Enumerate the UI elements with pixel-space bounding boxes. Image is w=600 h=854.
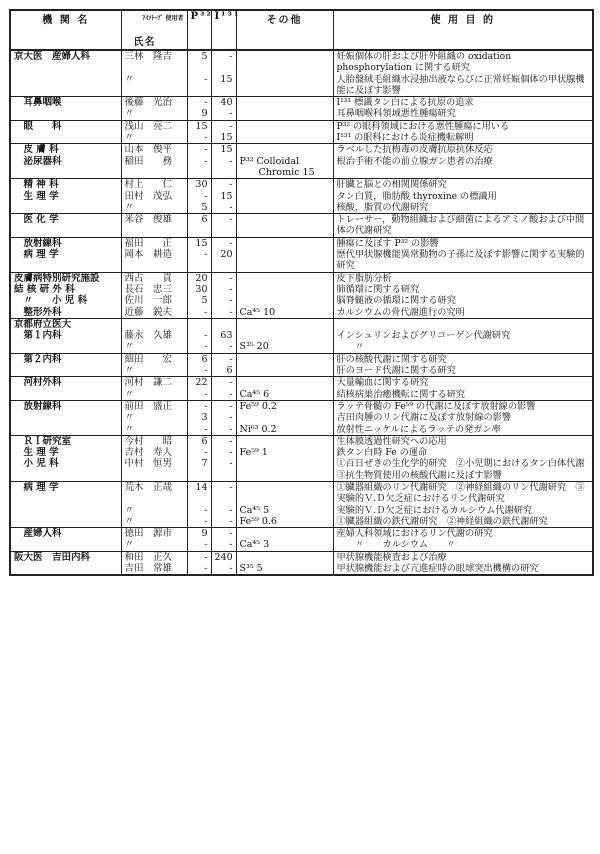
institution-cell: 精 神 科	[10, 179, 121, 191]
i131-cell: -	[211, 237, 236, 249]
person-cell: 吉田 常雄	[121, 563, 187, 575]
table-row	[10, 191, 593, 202]
purpose-cell: トレーサー，動物組織および細菌によるアミノ酸および中間体の代謝研究	[333, 214, 593, 238]
purpose-cell: 皮下脂肪分析	[333, 272, 593, 284]
person-cell: 西占 貢	[121, 272, 187, 284]
table-header	[10, 10, 593, 50]
p32-cell: -	[187, 400, 211, 412]
purpose-cell: P³² の眼科領域における悪性腫瘍に用いる	[333, 120, 593, 132]
institution-cell: 京都府立医大	[10, 318, 121, 330]
table-row	[10, 551, 593, 563]
table-row	[10, 97, 593, 109]
table-row	[10, 284, 593, 295]
i131-cell: -	[211, 156, 236, 179]
i131-cell	[211, 318, 236, 330]
i131-cell: 15	[211, 74, 236, 97]
other-isotope-cell: Fe⁵⁹ 0.2	[236, 400, 333, 412]
person-cell: 山本 俊平	[121, 144, 187, 156]
purpose-cell: カルシウムの骨代謝進行の究明	[333, 307, 593, 319]
person-cell: 長石 忠三	[121, 284, 187, 295]
header-person	[121, 10, 187, 50]
i131-cell: 6	[211, 365, 236, 377]
i131-cell: -	[211, 435, 236, 447]
institution-cell	[10, 412, 121, 423]
purpose-cell: 吉田肉腫のリン代謝に及ぼす放射線の影響	[333, 412, 593, 423]
person-cell: 後藤 光治	[121, 97, 187, 109]
institution-cell: 結 核 研 外 科	[10, 284, 121, 295]
purpose-cell: 妊娠個体の肝および肝外組織の oxidation phosphorylation に関する研究	[333, 50, 593, 74]
header-person-sup: ｱｲｿﾄｰﾌﾟ 使用者	[142, 15, 184, 22]
i131-cell: 40	[211, 97, 236, 109]
other-isotope-cell: Ca⁴⁵ 5	[236, 505, 333, 516]
purpose-cell: 甲状腺機能検査および治療	[333, 551, 593, 563]
person-cell: 和田 正久	[121, 551, 187, 563]
institution-cell	[10, 389, 121, 401]
purpose-cell: 肝臓と脳との相関関係研究	[333, 179, 593, 191]
purpose-cell: 脳脊髄液の循環に関する研究	[333, 295, 593, 306]
i131-cell: 20	[211, 249, 236, 272]
institution-cell	[10, 341, 121, 353]
institution-cell	[10, 505, 121, 516]
institution-cell: 耳鼻咽喉	[10, 97, 121, 109]
i131-cell: -	[211, 202, 236, 214]
table-row	[10, 318, 593, 330]
i131-cell: 15	[211, 132, 236, 144]
institution-cell: 第２内科	[10, 353, 121, 365]
i131-cell: -	[211, 120, 236, 132]
person-cell: 〃	[121, 539, 187, 551]
p32-cell: -	[187, 389, 211, 401]
purpose-cell: 鉄タン白時 Fe の運命	[333, 447, 593, 458]
purpose-cell: ①百日ぜきの生化学的研究 ②小児期におけるタン白体代謝 ③抗生物質使用の核酸代謝に及ぼす影響	[333, 458, 593, 481]
table-row	[10, 389, 593, 401]
institution-cell	[10, 539, 121, 551]
other-isotope-cell	[236, 179, 333, 191]
other-isotope-cell	[236, 120, 333, 132]
i131-cell: -	[211, 458, 236, 481]
p32-cell: 15	[187, 120, 211, 132]
i131-cell: -	[211, 272, 236, 284]
i131-cell: -	[211, 505, 236, 516]
other-isotope-cell	[236, 551, 333, 563]
i131-cell: -	[211, 389, 236, 401]
person-cell: 三林 隆吉	[121, 50, 187, 74]
institution-cell: 第１内科	[10, 330, 121, 341]
person-cell: 米谷 俊雄	[121, 214, 187, 238]
p32-cell: -	[187, 330, 211, 341]
i131-cell: -	[211, 377, 236, 389]
table-row	[10, 435, 593, 447]
purpose-cell: 結核病巣治癒機転に関する研究	[333, 389, 593, 401]
institution-cell	[10, 365, 121, 377]
institution-cell: 泌尿器科	[10, 156, 121, 179]
other-isotope-cell	[236, 330, 333, 341]
purpose-cell: タン白質，脂肪酸 thyroxine の標識用	[333, 191, 593, 202]
purpose-cell: 甲状腺機能および亢進症時の眼球突出機構の研究	[333, 563, 593, 575]
table-row	[10, 400, 593, 412]
p32-cell: 9	[187, 528, 211, 540]
table-row	[10, 120, 593, 132]
purpose-cell: ラベルした抗梅毒の皮膚抗原抗体反応	[333, 144, 593, 156]
person-cell: 〃	[121, 132, 187, 144]
other-isotope-cell	[236, 435, 333, 447]
other-isotope-cell	[236, 97, 333, 109]
header-purpose: 使 用 目 的	[333, 10, 593, 50]
institution-cell: 眼 科	[10, 120, 121, 132]
other-isotope-cell	[236, 191, 333, 202]
other-isotope-cell	[236, 249, 333, 272]
other-isotope-cell	[236, 108, 333, 120]
other-isotope-cell: S³⁵ 20	[236, 341, 333, 353]
i131-cell: -	[211, 539, 236, 551]
other-isotope-cell	[236, 132, 333, 144]
p32-cell: 6	[187, 214, 211, 238]
institution-cell: 〃 小 児 科	[10, 295, 121, 306]
person-cell: 村上 仁	[121, 179, 187, 191]
table-row	[10, 272, 593, 284]
i131-cell: -	[211, 563, 236, 575]
i131-cell: -	[211, 424, 236, 436]
table-row	[10, 365, 593, 377]
i131-cell: -	[211, 179, 236, 191]
purpose-cell: 歴代甲状腺機能異常動物の子孫に及ぼす影響に関する実験的研究	[333, 249, 593, 272]
institution-cell: 医 化 学	[10, 214, 121, 238]
i131-cell: -	[211, 295, 236, 306]
p32-cell: -	[187, 191, 211, 202]
i131-cell: 15	[211, 144, 236, 156]
purpose-cell: I¹³¹ 標識タン白による抗原の追求	[333, 97, 593, 109]
other-isotope-cell: Fe⁵⁹ 1	[236, 447, 333, 458]
table-row	[10, 237, 593, 249]
p32-cell: 9	[187, 108, 211, 120]
person-cell: 荒木 正哉	[121, 481, 187, 504]
person-cell: 〃	[121, 202, 187, 214]
other-isotope-cell	[236, 50, 333, 74]
p32-cell: 6	[187, 353, 211, 365]
table-row	[10, 144, 593, 156]
person-cell: 福田 正	[121, 237, 187, 249]
purpose-cell: 実験的Ｖ.Ｄ欠乏症におけるカルシウム代謝研究	[333, 505, 593, 516]
i131-cell: -	[211, 353, 236, 365]
purpose-cell: ①臓器組織のリン代謝研究 ②神経組織のリン代謝研究 ③実験的Ｖ.Ｄ欠乏症におけるリン代謝研究	[333, 481, 593, 504]
other-isotope-cell	[236, 377, 333, 389]
purpose-cell: 〃	[333, 341, 593, 353]
header-p32: P³²	[187, 10, 211, 50]
p32-cell: -	[187, 539, 211, 551]
table-row	[10, 481, 593, 504]
p32-cell: -	[187, 551, 211, 563]
institution-cell: 小 児 科	[10, 458, 121, 481]
institution-cell	[10, 563, 121, 575]
p32-cell: -	[187, 341, 211, 353]
other-isotope-cell: S³⁵ 5	[236, 563, 333, 575]
table-row	[10, 202, 593, 214]
purpose-cell: 放射性ニッケルによるラッテの発ガン率	[333, 424, 593, 436]
person-cell: 稲田 務	[121, 156, 187, 179]
table-row	[10, 214, 593, 238]
p32-cell: -	[187, 156, 211, 179]
other-isotope-cell: Ca⁴⁵ 6	[236, 389, 333, 401]
p32-cell: 3	[187, 412, 211, 423]
p32-cell: 30	[187, 179, 211, 191]
other-isotope-cell	[236, 528, 333, 540]
purpose-cell: 産婦人科領域におけるリン代謝の研究	[333, 528, 593, 540]
purpose-cell: 大量輸血に関する研究	[333, 377, 593, 389]
purpose-cell: 腫瘍に及ぼす P³² の影響	[333, 237, 593, 249]
purpose-cell: ①臓器組織の鉄代謝研究 ②神経組織の鉄代謝研究	[333, 516, 593, 528]
p32-cell: 5	[187, 295, 211, 306]
p32-cell: -	[187, 144, 211, 156]
person-cell: 中村 恒男	[121, 458, 187, 481]
p32-cell: 15	[187, 237, 211, 249]
institution-cell: 阪大医 吉田内科	[10, 551, 121, 563]
person-cell: 〃	[121, 74, 187, 97]
other-isotope-cell	[236, 214, 333, 238]
p32-cell: 5	[187, 50, 211, 74]
other-isotope-cell	[236, 202, 333, 214]
i131-cell: -	[211, 481, 236, 504]
table-row	[10, 412, 593, 423]
institution-cell: 生 理 学	[10, 191, 121, 202]
p32-cell: -	[187, 424, 211, 436]
header-institution: 機 関 名	[10, 10, 121, 50]
institution-cell: 整形外科	[10, 307, 121, 319]
p32-cell: -	[187, 249, 211, 272]
person-cell: 〃	[121, 365, 187, 377]
table-row	[10, 424, 593, 436]
p32-cell: -	[187, 74, 211, 97]
i131-cell: 240	[211, 551, 236, 563]
i131-cell: 15	[211, 191, 236, 202]
purpose-cell: 根治手術不能の前立腺ガン患者の治療	[333, 156, 593, 179]
i131-cell: -	[211, 307, 236, 319]
i131-cell: -	[211, 214, 236, 238]
person-cell: 佐川 一郎	[121, 295, 187, 306]
institution-cell: 皮 膚 科	[10, 144, 121, 156]
person-cell: 吉村 寿人	[121, 447, 187, 458]
person-cell: 〃	[121, 412, 187, 423]
person-cell: 河村 謙二	[121, 377, 187, 389]
i131-cell: -	[211, 400, 236, 412]
header-other: その他	[236, 10, 333, 50]
table-row	[10, 295, 593, 306]
other-isotope-cell	[236, 74, 333, 97]
institution-cell	[10, 132, 121, 144]
p32-cell: 5	[187, 202, 211, 214]
person-cell: 今村 昭	[121, 435, 187, 447]
table-row	[10, 341, 593, 353]
other-isotope-cell: Fe⁵⁹ 0.6	[236, 516, 333, 528]
institution-cell: 生 理 学	[10, 447, 121, 458]
other-isotope-cell	[236, 237, 333, 249]
other-isotope-cell: P³² Colloidal Chromic 15	[236, 156, 333, 179]
table-row	[10, 249, 593, 272]
header-i131: I¹³¹	[211, 10, 236, 50]
institution-cell	[10, 516, 121, 528]
person-cell: 田村 茂弘	[121, 191, 187, 202]
person-cell: 岡本 耕造	[121, 249, 187, 272]
purpose-cell: 人胎盤絨毛組織水浸抽出液ならびに正常妊娠個体の甲状腺機能に及ぼす影響	[333, 74, 593, 97]
person-cell: 徳田 源市	[121, 528, 187, 540]
p32-cell: 7	[187, 458, 211, 481]
person-cell: 浅山 亮二	[121, 120, 187, 132]
i131-cell: -	[211, 50, 236, 74]
institution-cell: 病 理 学	[10, 249, 121, 272]
other-isotope-cell: Ca⁴⁵ 10	[236, 307, 333, 319]
i131-cell: -	[211, 284, 236, 295]
table-row	[10, 539, 593, 551]
institution-cell: 河村外科	[10, 377, 121, 389]
p32-cell: 22	[187, 377, 211, 389]
person-cell: 細田 宏	[121, 353, 187, 365]
table-row	[10, 50, 593, 74]
purpose-cell: インシュリンおよびグリコーゲン代謝研究	[333, 330, 593, 341]
institution-cell	[10, 74, 121, 97]
p32-cell: -	[187, 516, 211, 528]
i131-cell: -	[211, 341, 236, 353]
i131-cell: -	[211, 516, 236, 528]
other-isotope-cell	[236, 318, 333, 330]
institution-cell: 産婦人科	[10, 528, 121, 540]
p32-cell: -	[187, 97, 211, 109]
p32-cell: 20	[187, 272, 211, 284]
other-isotope-cell	[236, 412, 333, 423]
other-isotope-cell	[236, 353, 333, 365]
table-row	[10, 74, 593, 97]
table-row	[10, 353, 593, 365]
purpose-cell: 肺循環に関する研究	[333, 284, 593, 295]
purpose-cell: 耳鼻咽喉科領域悪性腫瘍研究	[333, 108, 593, 120]
person-cell: 近藤 鋭夫	[121, 307, 187, 319]
p32-cell: -	[187, 563, 211, 575]
table-row	[10, 447, 593, 458]
institution-cell: 病 理 学	[10, 481, 121, 504]
i131-cell: 63	[211, 330, 236, 341]
p32-cell: -	[187, 447, 211, 458]
p32-cell: -	[187, 505, 211, 516]
person-cell: 〃	[121, 389, 187, 401]
other-isotope-cell	[236, 365, 333, 377]
i131-cell: -	[211, 447, 236, 458]
other-isotope-cell	[236, 458, 333, 481]
person-cell: 〃	[121, 108, 187, 120]
p32-cell: 6	[187, 435, 211, 447]
institution-cell: 京大医 産婦人科	[10, 50, 121, 74]
table-row	[10, 458, 593, 481]
i131-cell: -	[211, 108, 236, 120]
person-cell	[121, 318, 187, 330]
table-row	[10, 563, 593, 575]
person-cell: 藤永 久雄	[121, 330, 187, 341]
other-isotope-cell	[236, 284, 333, 295]
purpose-cell: ラッテ骨髄の Fe⁵⁹ の代謝に及ぼす放射線の影響	[333, 400, 593, 412]
p32-cell: -	[187, 365, 211, 377]
i131-cell: -	[211, 528, 236, 540]
purpose-cell: 核酸，脂質の代謝研究	[333, 202, 593, 214]
p32-cell: 30	[187, 284, 211, 295]
isotope-usage-table	[9, 9, 594, 576]
person-cell: 〃	[121, 505, 187, 516]
other-isotope-cell: Ca⁴⁵ 3	[236, 539, 333, 551]
person-cell: 前田 盛正	[121, 400, 187, 412]
institution-cell: 放射線科	[10, 400, 121, 412]
institution-cell	[10, 202, 121, 214]
institution-cell	[10, 108, 121, 120]
table-row	[10, 108, 593, 120]
other-isotope-cell	[236, 481, 333, 504]
table-body	[10, 50, 593, 575]
other-isotope-cell	[236, 144, 333, 156]
p32-cell: 14	[187, 481, 211, 504]
i131-cell: -	[211, 412, 236, 423]
p32-cell: -	[187, 307, 211, 319]
institution-cell: 放射線科	[10, 237, 121, 249]
purpose-cell: 生体膜透過性研究への応用	[333, 435, 593, 447]
person-cell: 〃	[121, 424, 187, 436]
purpose-cell: 〃 カルシウム 〃	[333, 539, 593, 551]
table-row	[10, 528, 593, 540]
person-cell: 〃	[121, 516, 187, 528]
other-isotope-cell: Ni⁶³ 0.2	[236, 424, 333, 436]
institution-cell	[10, 424, 121, 436]
purpose-cell: 肝のヨード代謝に関する研究	[333, 365, 593, 377]
purpose-cell: 肝の核酸代謝に関する研究	[333, 353, 593, 365]
other-isotope-cell	[236, 272, 333, 284]
table-row	[10, 516, 593, 528]
table-row	[10, 132, 593, 144]
table-row	[10, 505, 593, 516]
person-cell: 〃	[121, 341, 187, 353]
purpose-cell	[333, 318, 593, 330]
p32-cell: -	[187, 132, 211, 144]
table-row	[10, 330, 593, 341]
table-row	[10, 377, 593, 389]
purpose-cell: I¹³¹ の眼科における炎症機転解明	[333, 132, 593, 144]
institution-cell: 皮膚病特別研究施設	[10, 272, 121, 284]
table-row	[10, 307, 593, 319]
institution-cell: ＲＩ研究室	[10, 435, 121, 447]
header-person-main: 氏名	[133, 37, 156, 48]
table-row	[10, 179, 593, 191]
other-isotope-cell	[236, 295, 333, 306]
p32-cell	[187, 318, 211, 330]
table-row	[10, 156, 593, 179]
